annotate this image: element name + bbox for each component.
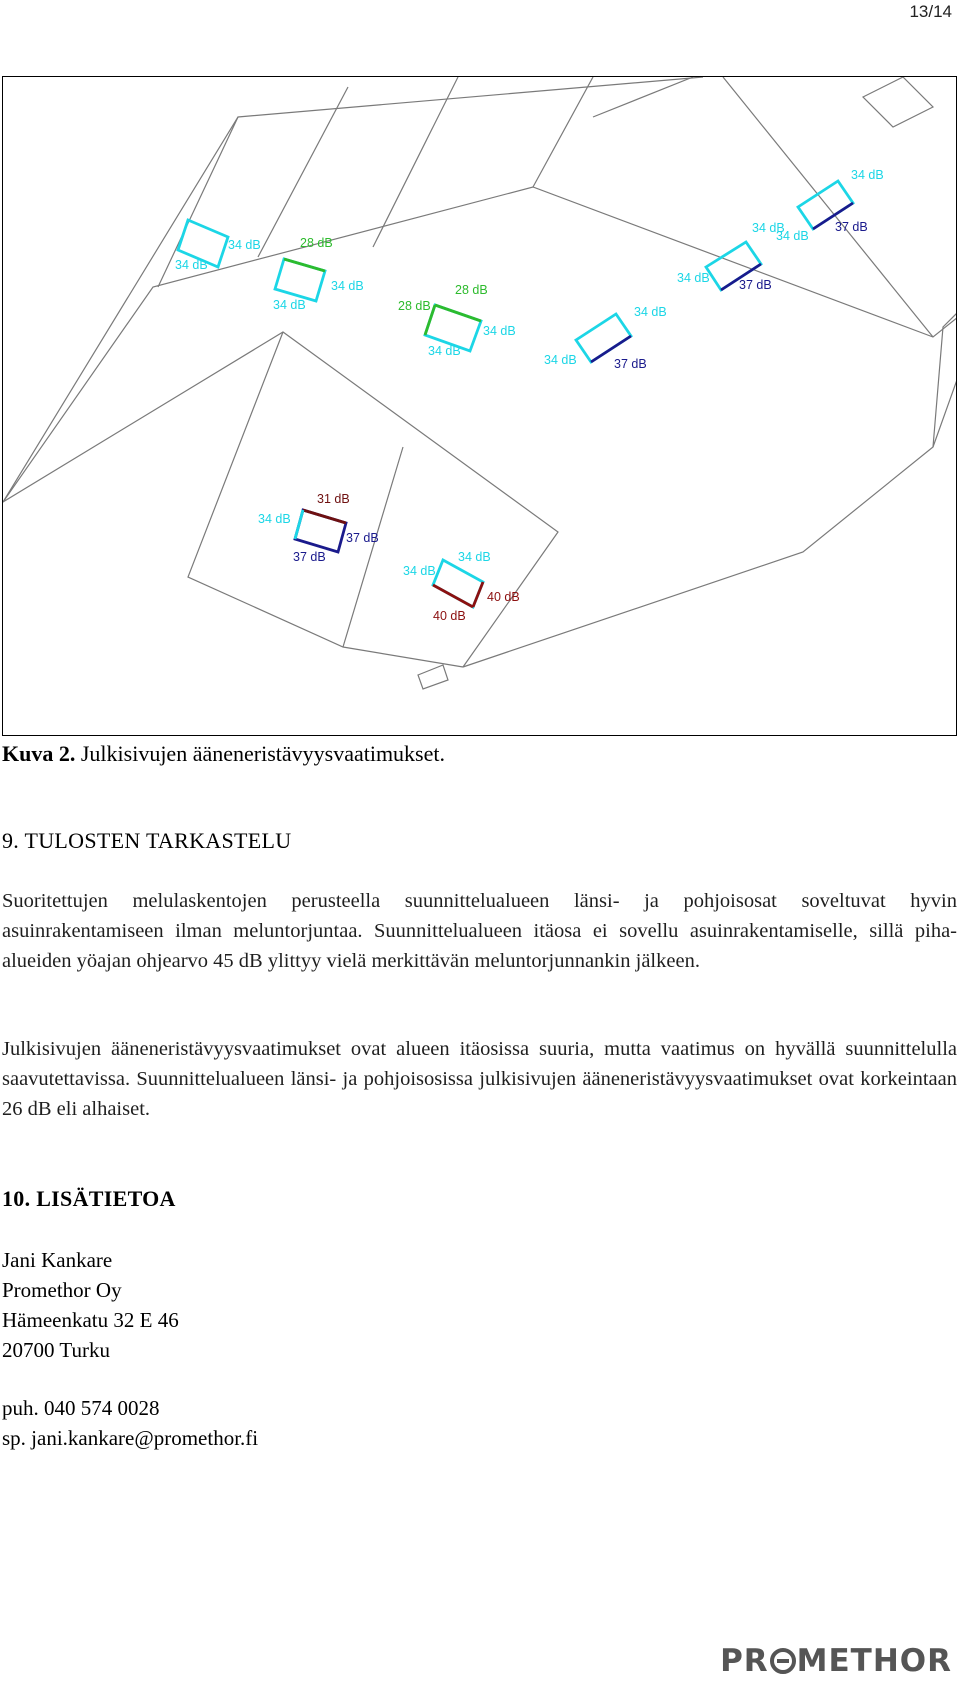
db-label: 34 dB bbox=[544, 353, 577, 367]
db-label: 34 dB bbox=[428, 344, 461, 358]
caption-number: Kuva 2. bbox=[2, 741, 76, 766]
db-label: 34 dB bbox=[175, 258, 208, 272]
db-label: 40 dB bbox=[487, 590, 520, 604]
plot-boundaries bbox=[3, 77, 957, 689]
logo-text-right: METHOR bbox=[796, 1643, 952, 1679]
db-label: 34 dB bbox=[273, 298, 306, 312]
db-label: 40 dB bbox=[433, 609, 466, 623]
db-label: 34 dB bbox=[258, 512, 291, 526]
contact-address bbox=[2, 1245, 179, 1365]
db-label: 34 dB bbox=[228, 238, 261, 252]
db-label: 34 dB bbox=[483, 324, 516, 338]
contact-details bbox=[2, 1393, 258, 1453]
contact-name: Jani Kankare bbox=[2, 1248, 113, 1272]
db-label: 34 dB bbox=[458, 550, 491, 564]
db-label: 34 dB bbox=[677, 271, 710, 285]
logo-text-left: PR bbox=[720, 1643, 769, 1679]
page-number: 13/14 bbox=[909, 2, 952, 21]
db-label: 37 dB bbox=[835, 220, 868, 234]
db-label: 34 dB bbox=[851, 168, 884, 182]
logo-o-mark bbox=[770, 1648, 796, 1674]
db-label: 37 dB bbox=[346, 531, 379, 545]
results-paragraph-2: Julkisivujen ääneneristävyysvaatimukset ovat alueen itäosissa suuria, mutta vaatimus on hyvällä suunnittelulla saavutettavissa. Suunnittelualueen länsi- ja pohjoisosissa julkisivujen ääneneristävyysvaatimukset ovat korkeintaan 26 dB eli alhaiset. bbox=[2, 1038, 957, 1120]
db-label: 34 dB bbox=[403, 564, 436, 578]
db-label: 34 dB bbox=[634, 305, 667, 319]
contact-postal: 20700 Turku bbox=[2, 1338, 110, 1362]
buildings bbox=[178, 181, 853, 607]
contact-company: Promethor Oy bbox=[2, 1278, 122, 1302]
caption-text: Julkisivujen ääneneristävyysvaatimukset. bbox=[75, 741, 445, 766]
promethor-logo bbox=[720, 1643, 952, 1679]
contact-phone: puh. 040 574 0028 bbox=[2, 1396, 160, 1420]
site-plan-drawing bbox=[3, 77, 957, 736]
section-heading-more-info: 10. LISÄTIETOA bbox=[2, 1186, 176, 1211]
results-paragraph-1: Suoritettujen melulaskentojen perusteella suunnittelualueen länsi- ja pohjoisosat soveltuvat hyvin asuinrakentamiseen ilman meluntorjuntaa. Suunnittelualueen itäosa ei sovellu asuinrakentamiselle, sillä piha-alueiden yöajan ohjearvo 45 dB ylittyy vielä merkittävän meluntorjunnankin jälkeen. bbox=[2, 890, 957, 972]
section-heading-results: 9. TULOSTEN TARKASTELU bbox=[2, 828, 292, 853]
db-label: 34 dB bbox=[776, 229, 809, 243]
figure-caption bbox=[2, 741, 445, 767]
db-label: 37 dB bbox=[293, 550, 326, 564]
db-label: 34 dB bbox=[752, 221, 785, 235]
db-label: 37 dB bbox=[739, 278, 772, 292]
contact-street: Hämeenkatu 32 E 46 bbox=[2, 1308, 179, 1332]
db-label: 28 dB bbox=[455, 283, 488, 297]
db-label: 31 dB bbox=[317, 492, 350, 506]
db-label: 28 dB bbox=[398, 299, 431, 313]
db-label: 34 dB bbox=[331, 279, 364, 293]
db-label: 37 dB bbox=[614, 357, 647, 371]
db-labels bbox=[175, 168, 884, 623]
contact-email[interactable]: sp. jani.kankare@promethor.fi bbox=[2, 1426, 259, 1450]
db-label: 28 dB bbox=[300, 236, 333, 250]
noise-insulation-map bbox=[2, 76, 957, 736]
